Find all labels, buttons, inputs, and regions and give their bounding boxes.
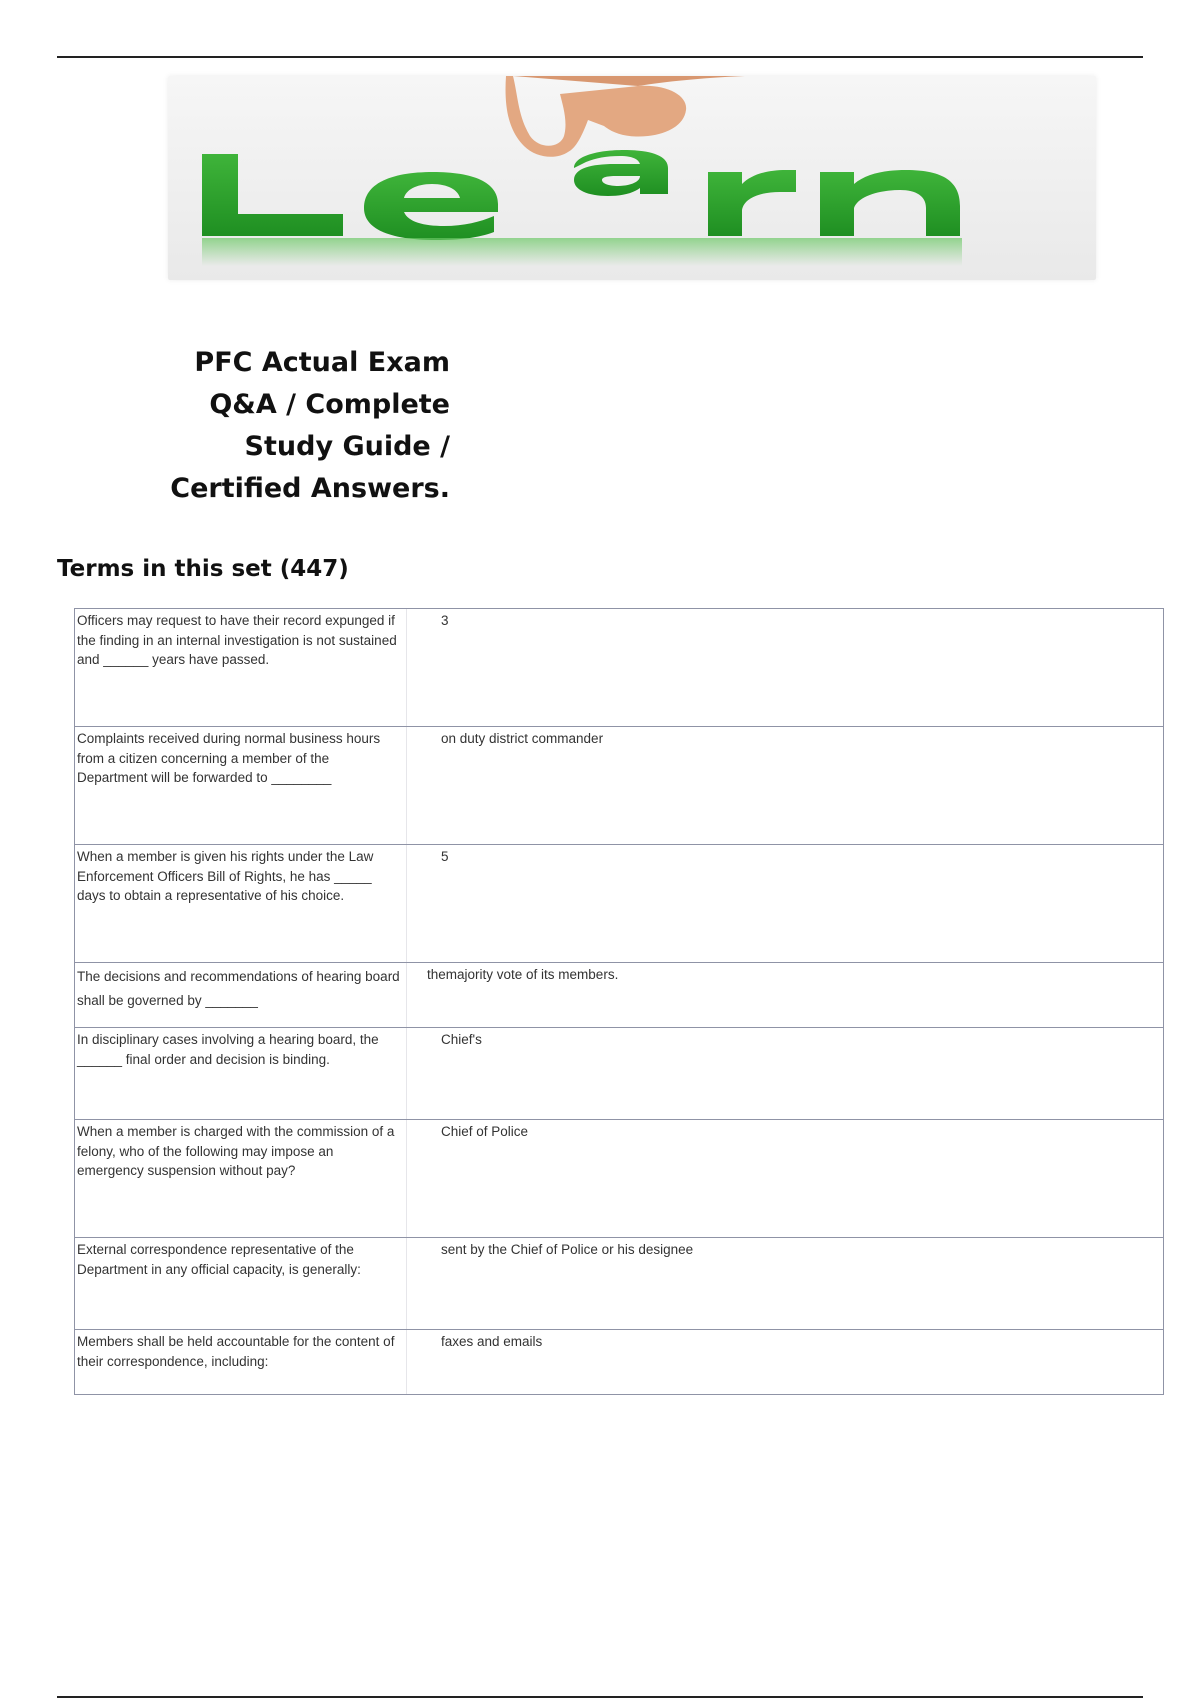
answer-cell: on duty district commander <box>441 731 604 746</box>
answer-cell: sent by the Chief of Police or his designee <box>441 1242 694 1257</box>
document-title <box>150 342 450 510</box>
question-cell: When a member is charged with the commission of a felony, who of the following may impose an emergency suspension without pay? <box>75 1120 407 1237</box>
question-cell: External correspondence representative of the Department in any official capacity, is generally: <box>75 1238 407 1329</box>
answer-cell: themajority vote of its members. <box>427 967 619 982</box>
title-line: Study Guide / <box>244 431 450 462</box>
table-row <box>75 963 1163 1028</box>
title-line: Certified Answers. <box>170 473 450 504</box>
learn-logo-image <box>168 76 1096 280</box>
table-row <box>75 1120 1163 1238</box>
question-cell: In disciplinary cases involving a hearing board, the ______ final order and decision is binding. <box>75 1028 407 1119</box>
bottom-rule <box>57 1696 1143 1698</box>
question-cell: The decisions and recommendations of hearing board shall be governed by _______ <box>75 963 407 1027</box>
table-row <box>75 1028 1163 1120</box>
question-cell: When a member is given his rights under the Law Enforcement Officers Bill of Rights, he has _____ days to obtain a representative of his choice. <box>75 845 407 962</box>
terms-heading: Terms in this set (447) <box>57 556 349 582</box>
answer-cell: Chief of Police <box>441 1124 529 1139</box>
title-line: PFC Actual Exam <box>194 347 450 378</box>
table-row <box>75 609 1163 727</box>
question-cell: Complaints received during normal business hours from a citizen concerning a member of the Department will be forwarded to ________ <box>75 727 407 844</box>
answer-cell: 5 <box>441 849 449 864</box>
table-row <box>75 845 1163 963</box>
answer-cell: faxes and emails <box>441 1334 543 1349</box>
top-rule <box>57 56 1143 58</box>
qa-table <box>74 608 1164 1395</box>
title-line: Q&A / Complete <box>209 389 450 420</box>
question-cell: Members shall be held accountable for the content of their correspondence, including: <box>75 1330 407 1394</box>
learn-logo <box>168 76 1096 280</box>
table-row <box>75 1238 1163 1330</box>
answer-cell: Chief's <box>441 1032 482 1047</box>
table-row <box>75 1330 1163 1394</box>
answer-cell: 3 <box>441 613 449 628</box>
question-cell: Officers may request to have their record expunged if the finding in an internal investigation is not sustained and ______ years have passed. <box>75 609 407 726</box>
table-row <box>75 727 1163 845</box>
